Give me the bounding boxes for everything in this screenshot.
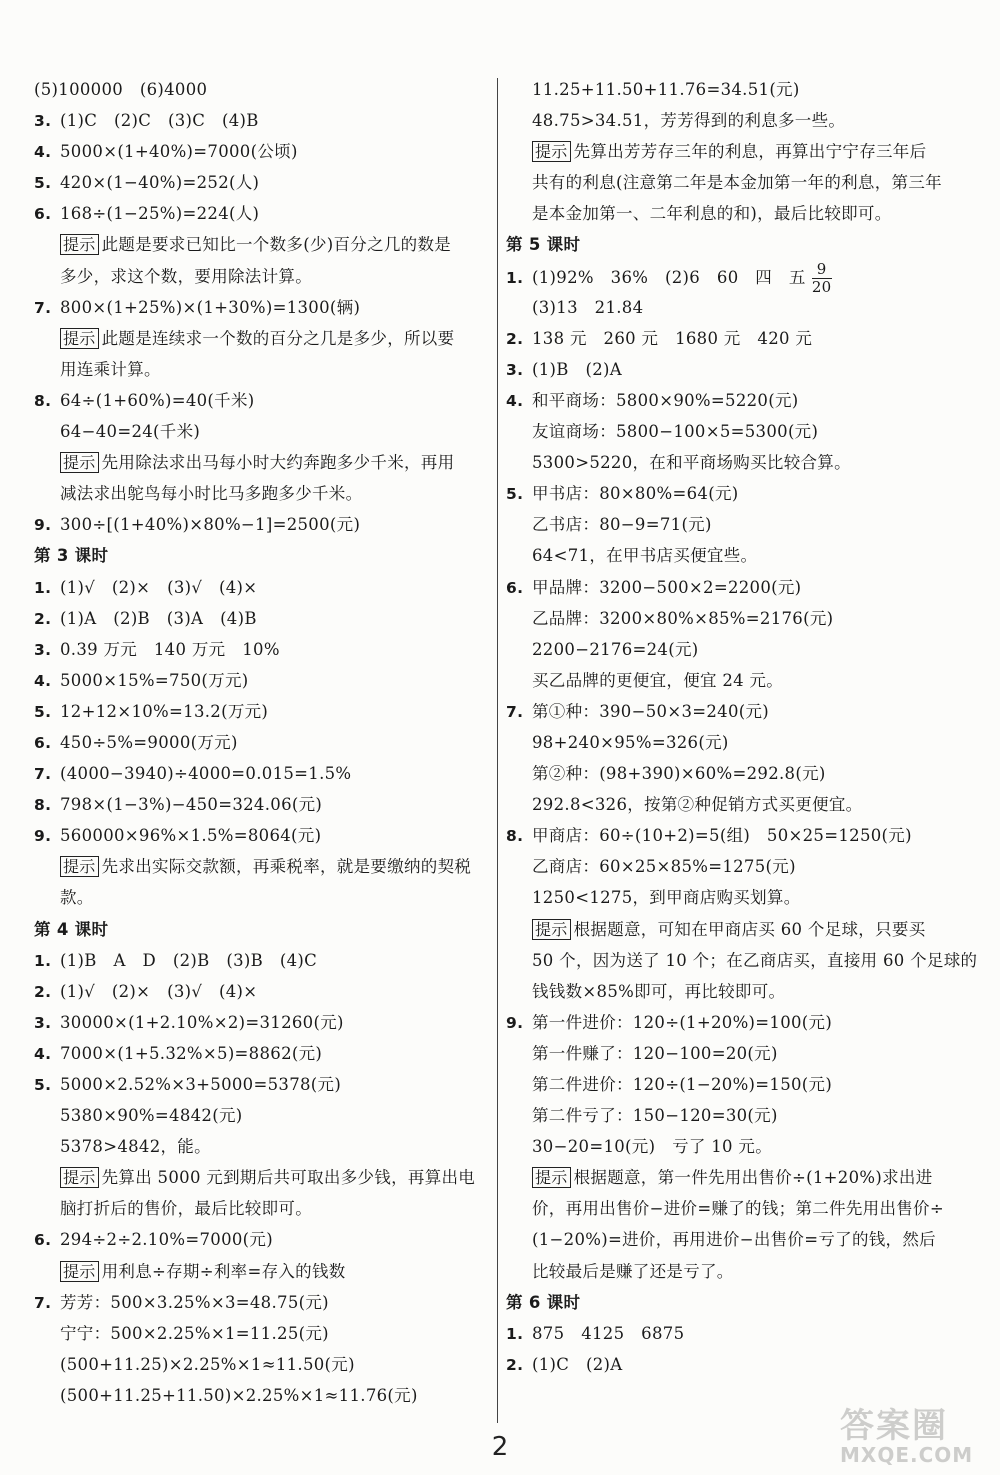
- answer-text: 5378>4842，能。: [60, 1137, 211, 1157]
- answer-line: [506, 198, 968, 229]
- item-number: 3.: [506, 360, 524, 379]
- answer-text: (1−20%)=进价，再用进价−出售价=亏了的钱，然后: [532, 1230, 936, 1250]
- item-number: 1.: [506, 268, 524, 287]
- answer-text: 买乙品牌的更便宜，便宜 24 元。: [532, 670, 784, 690]
- hint-text: 先求出实际交款额，再乘税率，就是要缴纳的契税: [101, 857, 472, 877]
- answer-text: 294÷2÷2.10%=7000(元): [60, 1230, 273, 1250]
- item-number: 5.: [34, 174, 52, 193]
- answer-text: 1250<1275，到甲商店购买划算。: [532, 888, 801, 908]
- item-number: 8.: [506, 827, 524, 846]
- answer-line: [34, 416, 494, 447]
- item-number: 2.: [34, 609, 52, 628]
- answer-text: 减法求出鸵鸟每小时比马多跑多少千米。: [60, 484, 363, 504]
- answer-item: [34, 976, 494, 1007]
- hint-text: 先算出 5000 元到期后共可取出多少钱，再算出电: [101, 1168, 476, 1188]
- answer-item: [34, 665, 494, 696]
- answer-text: (1)C (2)A: [532, 1354, 623, 1374]
- item-number: 6.: [34, 205, 52, 224]
- answer-text: 300÷[(1+40%)×80%−1]=2500(元): [60, 515, 361, 535]
- answer-text: 168÷(1−25%)=224(人): [60, 204, 260, 224]
- answer-item: [34, 789, 494, 820]
- hint-label: 提示: [532, 919, 571, 940]
- answer-item: [34, 509, 494, 540]
- answer-item: [34, 820, 494, 851]
- answer-item: [506, 478, 968, 509]
- section-header-text: 第 3 课时: [34, 546, 109, 566]
- item-number: 6.: [34, 1231, 52, 1250]
- answer-item: [506, 1349, 968, 1380]
- hint-line: [34, 851, 494, 882]
- section-header: [34, 540, 494, 571]
- answer-text: 5300>5220，在和平商场购买比较合算。: [532, 453, 851, 473]
- item-number: 6.: [34, 733, 52, 752]
- answer-text: 2200−2176=24(元): [532, 639, 699, 659]
- answer-text: (1)C (2)C (3)C (4)B: [60, 111, 259, 131]
- answer-line: [34, 1349, 494, 1380]
- watermark-line2: MXQE.COM: [840, 1443, 974, 1467]
- answer-text: 甲商店：60÷(10+2)=5(组) 50×25=1250(元): [532, 826, 912, 846]
- answer-line: [506, 882, 968, 913]
- answer-text: 价，再用出售价−进价=赚了的钱；第二件先用出售价÷: [532, 1199, 944, 1219]
- answer-item: [506, 354, 968, 385]
- left-column: [34, 74, 494, 1411]
- answer-line: [506, 447, 968, 478]
- answer-line: [34, 882, 494, 913]
- section-header-text: 第 4 课时: [34, 919, 109, 939]
- answer-text: 第①种：390−50×3=240(元): [532, 701, 770, 721]
- section-header: [506, 229, 968, 260]
- item-number: 3.: [34, 1013, 52, 1032]
- answer-text: 98+240×95%=326(元): [532, 732, 729, 752]
- answer-text: 292.8<326，按第②种促销方式买更便宜。: [532, 795, 863, 815]
- hint-label: 提示: [60, 1261, 99, 1282]
- fraction-denominator: 20: [811, 277, 832, 296]
- answer-item: [34, 1007, 494, 1038]
- answer-text: 和平商场：5800×90%=5220(元): [532, 390, 799, 410]
- answer-line: [506, 789, 968, 820]
- answer-text: 乙品牌：3200×80%×85%=2176(元): [532, 608, 834, 628]
- hint-line: [34, 1256, 494, 1287]
- answer-item: [34, 1224, 494, 1255]
- answer-text: 798×(1−3%)−450=324.06(元): [60, 795, 323, 815]
- answer-line: [506, 1224, 968, 1255]
- answer-line: [34, 1318, 494, 1349]
- answer-text: 5000×15%=750(万元): [60, 670, 249, 690]
- item-number: 7.: [34, 765, 52, 784]
- item-number: 8.: [34, 796, 52, 815]
- answer-text: 多少，求这个数，要用除法计算。: [60, 266, 312, 286]
- item-number: 7.: [34, 1293, 52, 1312]
- item-number: 4.: [34, 1044, 52, 1063]
- answer-text: 64<71，在甲书店买便宜些。: [532, 546, 758, 566]
- answer-line: [34, 261, 494, 292]
- answer-text: (1)√ (2)× (3)√ (4)×: [60, 981, 258, 1001]
- answer-item: [34, 105, 494, 136]
- page-number: 2: [491, 1432, 509, 1462]
- answer-item: [34, 1038, 494, 1069]
- answer-text: (500+11.25+11.50)×2.25%×1≈11.76(元): [60, 1385, 418, 1405]
- answer-line: [506, 665, 968, 696]
- answer-text: 友谊商场：5800−100×5=5300(元): [532, 422, 819, 442]
- answer-line: [506, 74, 968, 105]
- item-number: 8.: [34, 391, 52, 410]
- right-column: [506, 74, 978, 1380]
- answer-item: [34, 696, 494, 727]
- section-header-text: 第 6 课时: [506, 1292, 581, 1312]
- answer-text: (4000−3940)÷4000=0.015=1.5%: [60, 764, 352, 784]
- answer-text: 钱钱数×85%即可，再比较即可。: [532, 981, 786, 1001]
- answer-item: [506, 259, 968, 296]
- answer-item: [34, 634, 494, 665]
- answer-text: 第②种：(98+390)×60%=292.8(元): [532, 764, 826, 784]
- answer-text: (5)100000 (6)4000: [34, 80, 208, 99]
- hint-label: 提示: [60, 452, 99, 473]
- hint-label: 提示: [60, 1167, 99, 1188]
- answer-text: (1)B A D (2)B (3)B (4)C: [60, 950, 318, 970]
- hint-text: 先用除法求出马每小时大约奔跑多少千米，再用: [101, 453, 455, 473]
- item-number: 9.: [34, 516, 52, 535]
- answer-item: [506, 820, 968, 851]
- item-number: 5.: [34, 1076, 52, 1094]
- answer-text: 甲书店：80×80%=64(元): [532, 484, 739, 504]
- answer-text: 48.75>34.51，芳芳得到的利息多一些。: [532, 111, 846, 131]
- answer-text: 64−40=24(千米): [60, 422, 201, 442]
- answer-text: 芳芳：500×3.25%×3=48.75(元): [60, 1292, 329, 1312]
- answer-text: 420×(1−40%)=252(人): [60, 173, 260, 193]
- item-number: 9.: [506, 1013, 524, 1032]
- item-number: 7.: [34, 298, 52, 317]
- item-number: 4.: [34, 143, 52, 162]
- answer-item: [34, 758, 494, 789]
- answer-item: [34, 167, 494, 198]
- watermark-line1: 答案圈: [840, 1406, 948, 1446]
- hint-label: 提示: [532, 141, 571, 162]
- answer-text: 30−20=10(元) 亏了 10 元。: [532, 1137, 772, 1157]
- hint-label: 提示: [60, 328, 99, 349]
- answer-item: [34, 727, 494, 758]
- answer-line: [506, 509, 968, 540]
- answer-text: 第一件赚了：120−100=20(元): [532, 1043, 778, 1063]
- item-number: 9.: [34, 827, 52, 846]
- answer-text: (500+11.25)×2.25%×1≈11.50(元): [60, 1354, 355, 1374]
- answer-line: [506, 851, 968, 882]
- section-header: [506, 1287, 968, 1318]
- hint-line: [506, 914, 968, 945]
- answer-text: 宁宁：500×2.25%×1=11.25(元): [60, 1323, 329, 1343]
- answer-item: [34, 292, 494, 323]
- answer-line: [506, 976, 968, 1007]
- item-number: 2.: [506, 1355, 524, 1374]
- answer-item: [34, 136, 494, 167]
- answer-line: [506, 634, 968, 665]
- answer-item: [34, 603, 494, 634]
- answer-line: [506, 945, 978, 976]
- answer-text: 11.25+11.50+11.76=34.51(元): [532, 80, 800, 99]
- answer-text: 800×(1+25%)×(1+30%)=1300(辆): [60, 297, 361, 317]
- answer-text: 第二件进价：120÷(1−20%)=150(元): [532, 1075, 833, 1094]
- answer-line: [506, 1069, 968, 1100]
- answer-text: 64÷(1+60%)=40(千米): [60, 390, 255, 410]
- answer-line: [506, 1038, 968, 1069]
- answer-text: 比较最后是赚了还是亏了。: [532, 1261, 734, 1281]
- hint-line: [34, 1162, 494, 1193]
- answer-line: [506, 540, 968, 571]
- item-number: 1.: [506, 1324, 524, 1343]
- answer-line: [34, 1131, 494, 1162]
- answer-item: [506, 385, 968, 416]
- answer-text: (3)13 21.84: [532, 297, 644, 317]
- answer-text: 脑打折后的售价，最后比较即可。: [60, 1199, 312, 1219]
- answer-line: [506, 1256, 968, 1287]
- answer-line: [506, 758, 968, 789]
- item-number: 5.: [506, 485, 524, 504]
- answer-line: [506, 416, 968, 447]
- answer-item: [34, 1287, 494, 1318]
- answer-text: 用连乘计算。: [60, 359, 161, 379]
- hint-line: [506, 136, 968, 167]
- answer-item: [34, 945, 494, 976]
- answer-text: 第二件亏了：150−120=30(元): [532, 1106, 778, 1126]
- answer-item: [34, 572, 494, 603]
- answer-line: [506, 603, 968, 634]
- answer-text: 是本金加第一、二年利息的和)，最后比较即可。: [532, 204, 892, 224]
- answer-item: [34, 198, 494, 229]
- hint-text: 此题是连续求一个数的百分之几是多少，所以要: [101, 328, 455, 348]
- fraction: [812, 261, 832, 296]
- answer-item: [34, 1069, 494, 1100]
- item-number: 4.: [34, 671, 52, 690]
- hint-line: [34, 323, 494, 354]
- answer-line: [34, 1193, 494, 1224]
- answer-text: (1)B (2)A: [532, 359, 622, 379]
- hint-text: 根据题意，第一件先用出售价÷(1+20%)求出进: [573, 1168, 933, 1188]
- answer-text: 7000×(1+5.32%×5)=8862(元): [60, 1043, 323, 1063]
- answer-text: 138 元 260 元 1680 元 420 元: [532, 328, 813, 348]
- answer-text: 0.39 万元 140 万元 10%: [60, 639, 280, 659]
- answer-text: 甲品牌：3200−500×2=2200(元): [532, 577, 802, 597]
- hint-line: [34, 229, 494, 260]
- answer-item: [506, 1007, 968, 1038]
- item-number: 1.: [34, 951, 52, 970]
- answer-text: 30000×(1+2.10%×2)=31260(元): [60, 1012, 344, 1032]
- answer-text: 乙书店：80−9=71(元): [532, 515, 712, 535]
- answer-text: 450÷5%=9000(万元): [60, 732, 238, 752]
- answer-text: 50 个，因为送了 10 个；在乙商店买，直接用 60 个足球的: [532, 950, 978, 970]
- answer-text: 5380×90%=4842(元): [60, 1106, 243, 1126]
- answer-line: [506, 1193, 968, 1224]
- answer-text: 第一件进价：120÷(1+20%)=100(元): [532, 1012, 833, 1032]
- answer-line: [34, 354, 494, 385]
- item-number: 7.: [506, 702, 524, 721]
- item-number: 6.: [506, 578, 524, 597]
- hint-text: 根据题意，可知在甲商店买 60 个足球，只要买: [573, 919, 926, 939]
- answer-line: [506, 292, 968, 323]
- answer-line: [34, 478, 494, 509]
- hint-text: 此题是要求已知比一个数多(少)百分之几的数是: [101, 235, 452, 255]
- answer-item: [506, 323, 968, 354]
- answer-line: [34, 1100, 494, 1131]
- answer-text: (1)92% 36% (2)6 60 四 五: [532, 267, 806, 287]
- answer-text: 12+12×10%=13.2(万元): [60, 701, 269, 721]
- answer-line: [506, 1131, 968, 1162]
- answer-text: 560000×96%×1.5%=8064(元): [60, 826, 322, 846]
- watermark-logo: [840, 1398, 982, 1472]
- column-divider: [497, 78, 498, 1423]
- answer-text: 5000×2.52%×3+5000=5378(元): [60, 1075, 342, 1094]
- answer-item: [506, 696, 968, 727]
- answer-item: [506, 572, 968, 603]
- answer-text: (1)√ (2)× (3)√ (4)×: [60, 577, 258, 597]
- answer-text: 875 4125 6875: [532, 1323, 685, 1343]
- answer-text: (1)A (2)B (3)A (4)B: [60, 608, 257, 628]
- answer-text: 共有的利息(注意第二年是本金加第一年的利息，第三年: [532, 173, 942, 193]
- answer-item: [34, 385, 494, 416]
- hint-text: 用利息÷存期÷利率=存入的钱数: [101, 1261, 346, 1281]
- hint-text: 先算出芳芳存三年的利息，再算出宁宁存三年后: [573, 142, 927, 162]
- answer-line: [506, 727, 968, 758]
- section-header: [34, 914, 494, 945]
- item-number: 4.: [506, 391, 524, 410]
- hint-line: [34, 447, 494, 478]
- item-number: 2.: [34, 982, 52, 1001]
- answer-text: 乙商店：60×25×85%=1275(元): [532, 857, 796, 877]
- item-number: 2.: [506, 329, 524, 348]
- answer-line: [506, 1100, 968, 1131]
- item-number: 3.: [34, 640, 52, 659]
- item-number: 1.: [34, 578, 52, 597]
- answer-item: [506, 1318, 968, 1349]
- hint-label: 提示: [532, 1167, 571, 1188]
- hint-label: 提示: [60, 234, 99, 255]
- answer-text: 款。: [60, 888, 94, 908]
- hint-label: 提示: [60, 856, 99, 877]
- answer-text: 5000×(1+40%)=7000(公顷): [60, 142, 298, 162]
- hint-line: [506, 1162, 968, 1193]
- answer-line: [506, 105, 968, 136]
- answer-line: [506, 167, 968, 198]
- answer-line: [34, 1380, 494, 1411]
- item-number: 5.: [34, 702, 52, 721]
- section-header-text: 第 5 课时: [506, 235, 581, 255]
- item-number: 3.: [34, 112, 52, 131]
- fraction-numerator: 9: [816, 259, 827, 278]
- answer-line: [34, 74, 494, 105]
